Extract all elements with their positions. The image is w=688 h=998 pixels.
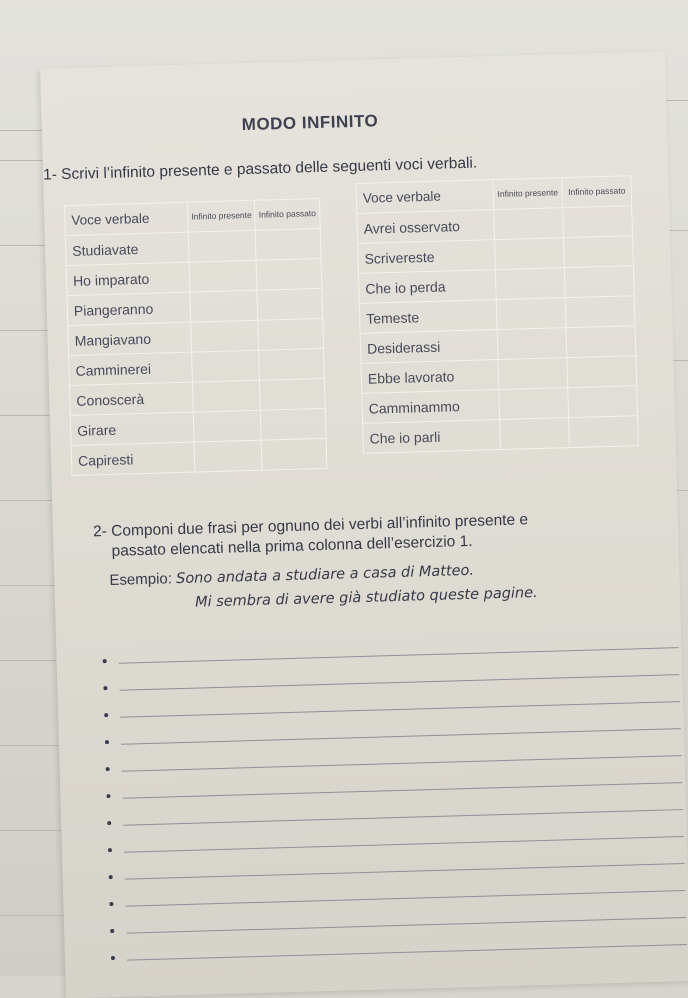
writing-line[interactable]	[120, 701, 680, 718]
example-line	[109, 562, 474, 589]
bullet	[109, 875, 113, 879]
header-past: Infinito passato	[562, 176, 632, 208]
page-title: MODO INFINITO	[241, 111, 379, 135]
answer-cell[interactable]	[192, 380, 260, 412]
bullet	[107, 821, 111, 825]
writing-line[interactable]	[123, 809, 683, 826]
answer-cell[interactable]	[261, 408, 326, 440]
answer-cell[interactable]	[564, 266, 634, 298]
answer-cell[interactable]	[188, 230, 256, 262]
verb-cell: Desiderassi	[360, 330, 498, 364]
writing-line[interactable]	[119, 674, 679, 691]
table-row	[71, 438, 326, 475]
answer-cell[interactable]	[190, 290, 258, 322]
header-verb: Voce verbale	[356, 180, 494, 214]
answer-cell[interactable]	[500, 418, 570, 450]
verb-cell: Studiavate	[65, 232, 189, 265]
verb-cell: Girare	[70, 412, 194, 445]
answer-cell[interactable]	[494, 208, 564, 240]
bullet	[109, 902, 113, 906]
writing-line[interactable]	[121, 728, 681, 745]
answer-cell[interactable]	[191, 320, 259, 352]
verb-cell: Che io parli	[363, 420, 501, 454]
answer-cell[interactable]	[568, 386, 638, 418]
bullet	[106, 767, 110, 771]
verb-table-right	[355, 175, 638, 454]
writing-line[interactable]	[127, 944, 687, 961]
verb-table-left	[64, 198, 327, 476]
writing-line[interactable]	[126, 917, 686, 934]
verb-cell: Ebbe lavorato	[361, 360, 499, 394]
worksheet-page	[40, 51, 688, 998]
answer-cell[interactable]	[567, 356, 637, 388]
answer-cell[interactable]	[262, 438, 327, 470]
header-present: Infinito presente	[187, 200, 255, 232]
bullet	[110, 929, 114, 933]
bullet	[105, 740, 109, 744]
answer-cell[interactable]	[566, 326, 636, 358]
example-sentence: Mi sembra di avere già studiato queste pagine.	[194, 585, 538, 611]
answer-cell[interactable]	[259, 348, 324, 380]
table-row	[363, 416, 639, 454]
answer-cell[interactable]	[194, 440, 262, 472]
verb-cell: Camminerei	[69, 352, 193, 385]
writing-line[interactable]	[124, 836, 684, 853]
writing-line[interactable]	[119, 647, 679, 664]
answer-cell[interactable]	[569, 416, 639, 448]
verb-cell: Temeste	[359, 300, 497, 334]
answer-cell[interactable]	[497, 328, 567, 360]
bullet	[106, 794, 110, 798]
answer-cell[interactable]	[496, 298, 566, 330]
verb-cell: Capiresti	[71, 442, 195, 475]
verb-cell: Camminammo	[362, 390, 500, 424]
answer-cell[interactable]	[258, 318, 323, 350]
example-sentence: Sono andata a studiare a casa di Matteo.	[175, 562, 475, 588]
verb-cell: Conoscerà	[69, 382, 193, 415]
exercise2-line: 2- Componi due frasi per ognuno dei verbi all’infinito presente e	[92, 511, 529, 541]
answer-cell[interactable]	[257, 258, 322, 290]
answer-cell[interactable]	[193, 410, 261, 442]
bullet	[103, 686, 107, 690]
answer-cell[interactable]	[499, 388, 569, 420]
answer-cell[interactable]	[257, 288, 322, 320]
header-verb: Voce verbale	[64, 202, 188, 235]
writing-line[interactable]	[125, 863, 685, 880]
bullet	[103, 659, 107, 663]
exercise1-instruction: 1- Scrivi l’infinito presente e passato delle seguenti voci verbali.	[42, 154, 478, 184]
answer-cell[interactable]	[260, 378, 325, 410]
answer-cell[interactable]	[565, 296, 635, 328]
example-label: Esempio:	[109, 570, 173, 589]
answer-cell[interactable]	[495, 268, 565, 300]
verb-cell: Avrei osservato	[357, 210, 495, 244]
answer-cell[interactable]	[564, 236, 634, 268]
exercise2-line: passato elencati nella prima colonna dell’esercizio 1.	[111, 532, 473, 560]
writing-line[interactable]	[126, 890, 686, 907]
writing-line[interactable]	[123, 782, 683, 799]
exercise2-instruction	[93, 510, 529, 562]
answer-cell[interactable]	[563, 206, 633, 238]
answer-cell[interactable]	[256, 228, 321, 260]
verb-cell: Scrivereste	[358, 240, 496, 274]
answer-cell[interactable]	[495, 238, 565, 270]
answer-cell[interactable]	[498, 358, 568, 390]
writing-line[interactable]	[122, 755, 682, 772]
header-present: Infinito presente	[493, 178, 563, 210]
answer-cell[interactable]	[192, 350, 260, 382]
bullet	[111, 956, 115, 960]
verb-cell: Ho imparato	[66, 262, 190, 295]
verb-cell: Mangiavano	[68, 322, 192, 355]
verb-cell: Che io perda	[358, 270, 496, 304]
bullet	[104, 713, 108, 717]
answer-cell[interactable]	[189, 260, 257, 292]
verb-cell: Piangeranno	[67, 292, 191, 325]
header-past: Infinito passato	[255, 198, 320, 230]
bullet	[108, 848, 112, 852]
